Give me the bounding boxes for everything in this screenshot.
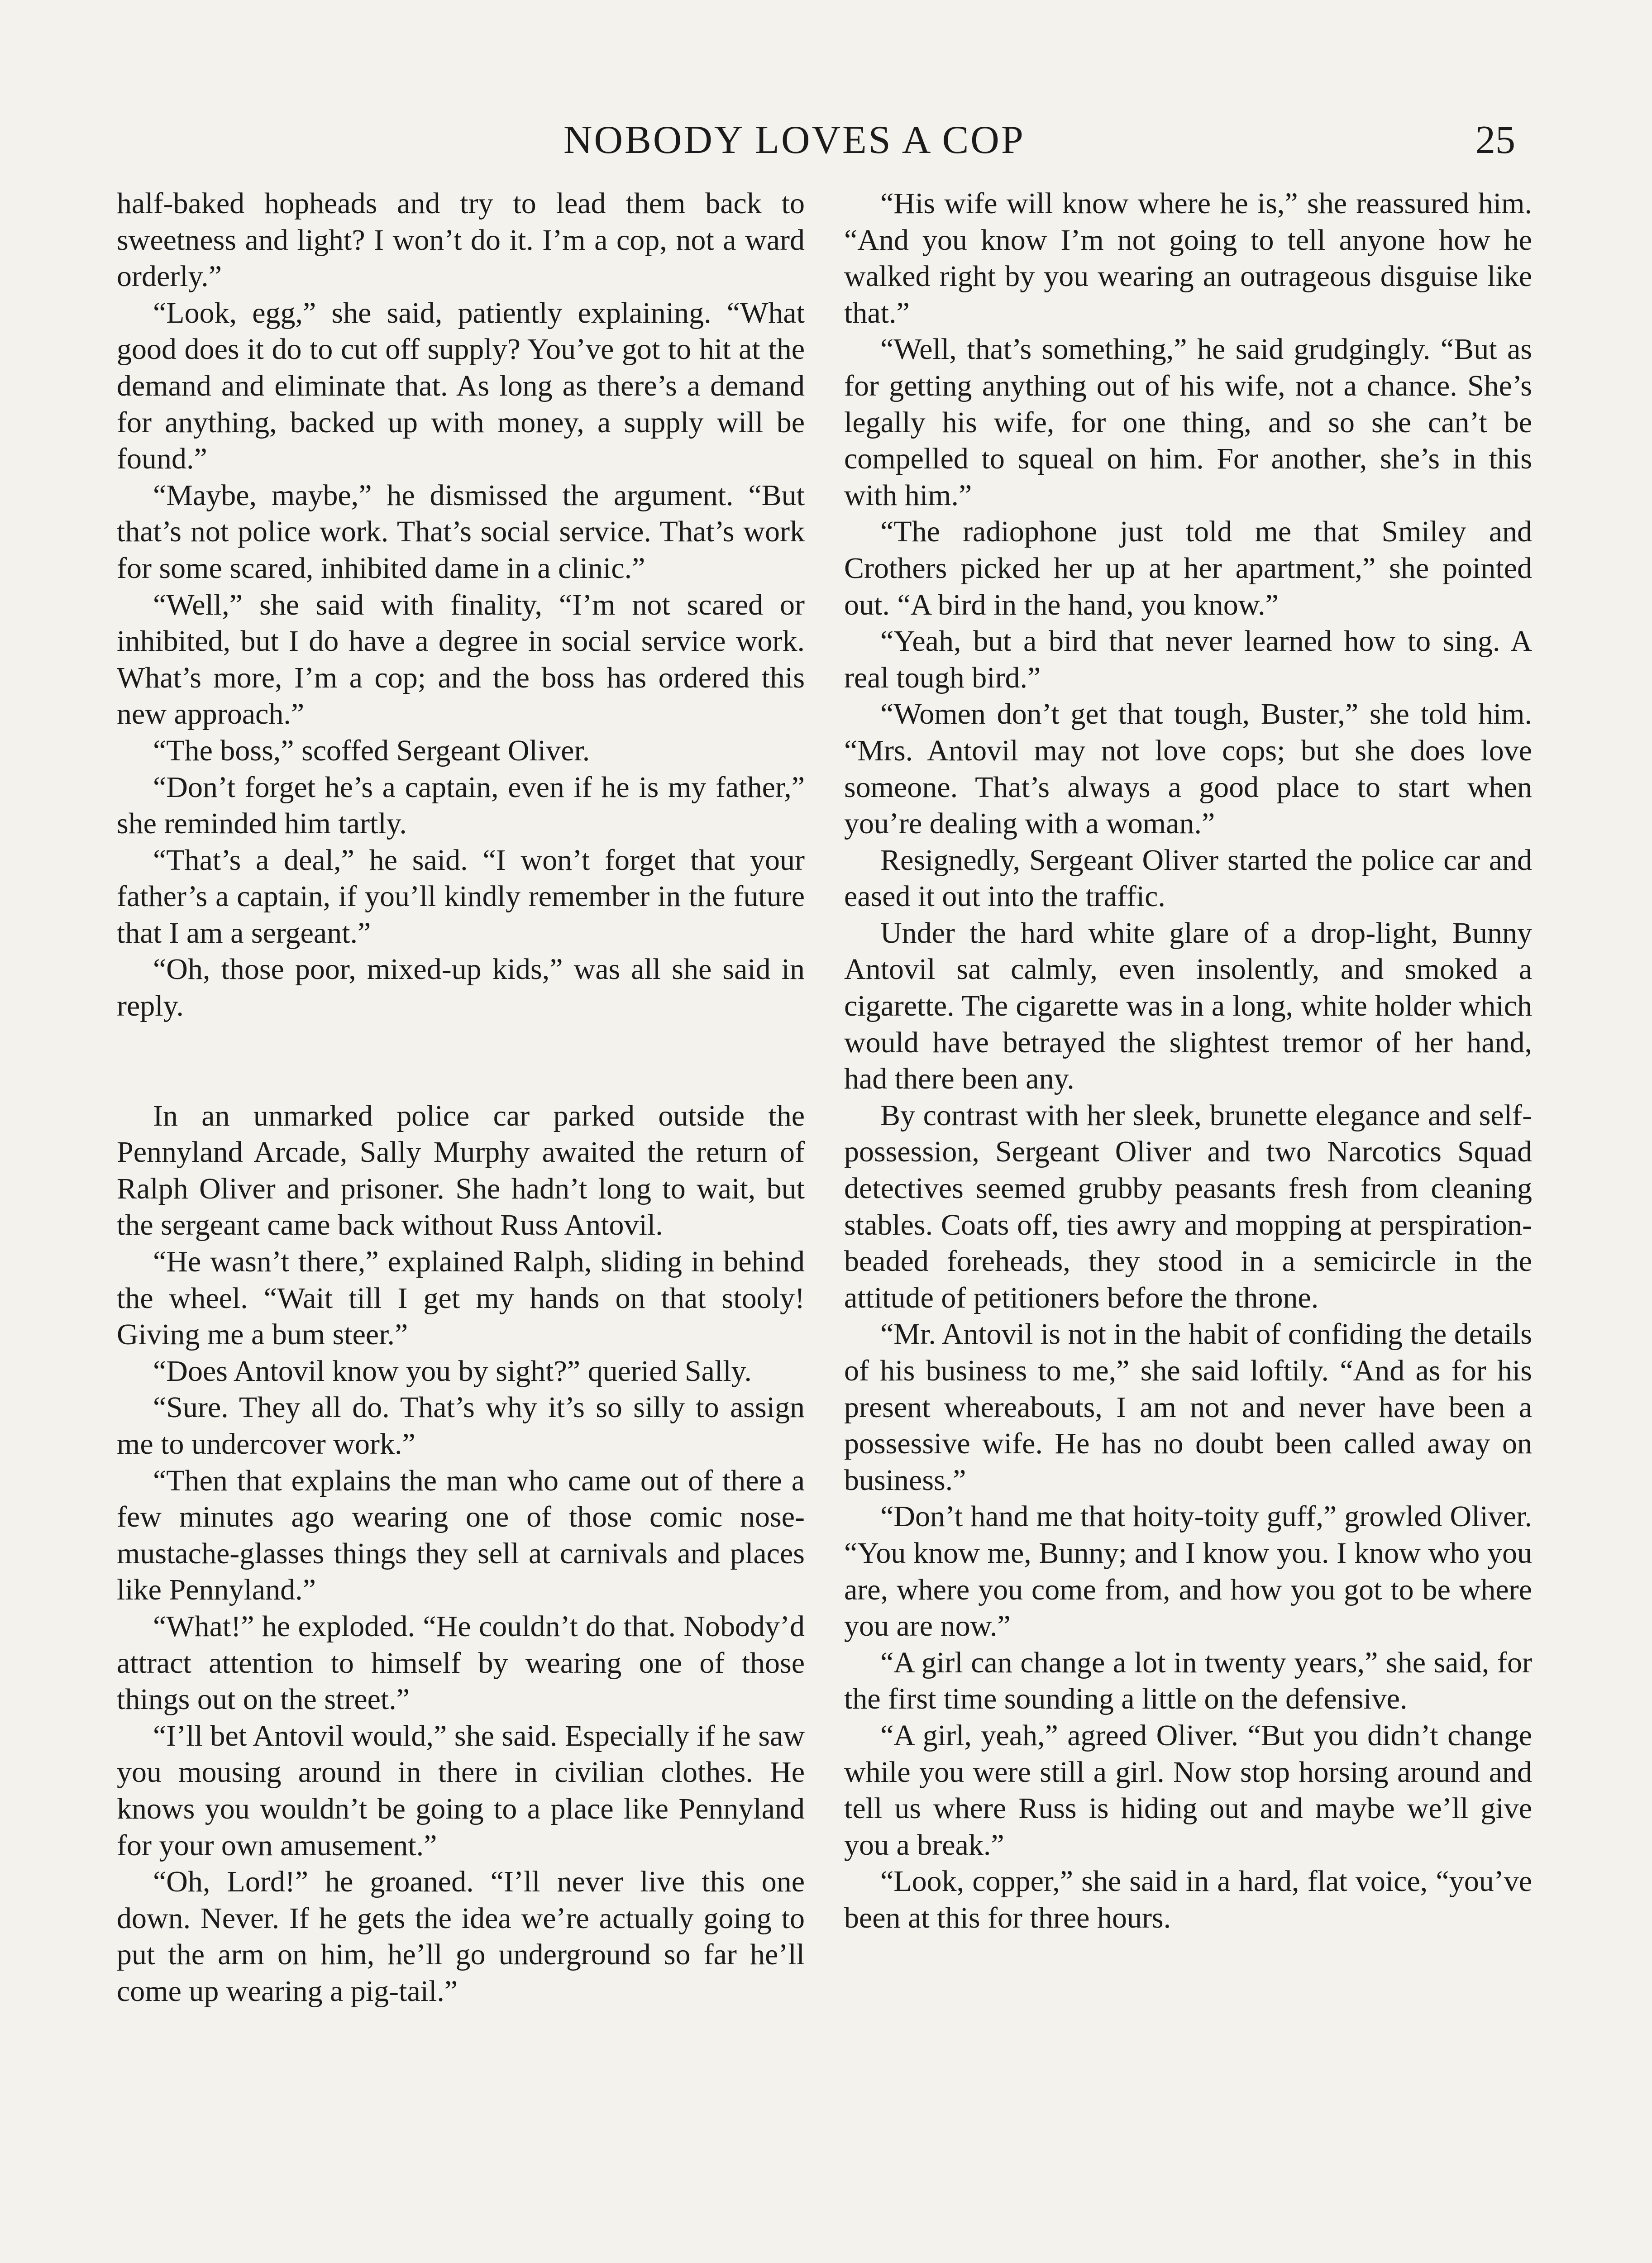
paragraph: “Women don’t get that tough, Buster,” she told him. “Mrs. Antovil may not love cops; but she does love someone. That’s always a good place to start when you’re dealing with a woman.”	[844, 697, 1532, 840]
paragraph: “Oh, Lord!” he groaned. “I’ll never live this one down. Never. If he gets the idea we’re actually going to put the arm on him, he’ll go underground so far he’ll come up wearing a pig-tail.”	[117, 1865, 805, 2008]
paragraph: “I’ll bet Antovil would,” she said. Especially if he saw you mousing around in there in civilian clothes. He knows you wouldn’t be going to a place like Pennyland for your own amusement.”	[117, 1719, 805, 1862]
right-column	[844, 186, 1532, 1937]
paragraph: “Then that explains the man who came out of there a few minutes ago wearing one of those comic nose-mustache-glasses things they sell at carnivals and places like Pennyland.”	[117, 1464, 805, 1607]
paragraph: By contrast with her sleek, brunette elegance and self-possession, Sergeant Oliver and two Narcotics Squad detectives seemed grubby peasants fresh from cleaning stables. Coats off, ties awry and mopping at perspiration-beaded foreheads, they stood in a semicircle in the attitude of petitioners before the throne.	[844, 1098, 1532, 1314]
paragraph: In an unmarked police car parked outside the Pennyland Arcade, Sally Murphy awaited the return of Ralph Oliver and prisoner. She hadn’t long to wait, but the sergeant came back without Russ Antovil.	[117, 1099, 805, 1242]
paragraph: “A girl can change a lot in twenty years,” she said, for the first time sounding a little on the defensive.	[844, 1646, 1532, 1716]
paragraph: “Look, copper,” she said in a hard, flat voice, “you’ve been at this for three hours.	[844, 1865, 1532, 1934]
paragraph: “Oh, those poor, mixed-up kids,” was all she said in reply.	[117, 953, 805, 1023]
paragraph: “The boss,” scoffed Sergeant Oliver.	[153, 734, 590, 767]
paragraph: “Mr. Antovil is not in the habit of confiding the details of his business to me,” she said loftily. “And as for his present whereabouts, I am not and never have been a possessive wife. He has no doubt been called away on business.”	[844, 1318, 1532, 1497]
paragraph: “Don’t hand me that hoity-toity guff,” growled Oliver. “You know me, Bunny; and I know you. I know who you are, where you come from, and how you got to be where you are now.”	[844, 1500, 1532, 1643]
paragraph: Under the hard white glare of a drop-light, Bunny Antovil sat calmly, even insolently, and smoked a cigarette. The cigarette was in a long, white holder which would have betrayed the slightest tremor of her hand, had there been any.	[844, 916, 1532, 1096]
left-column	[117, 186, 805, 2010]
page-header	[0, 113, 1652, 167]
paragraph: “Yeah, but a bird that never learned how to sing. A real tough bird.”	[844, 625, 1532, 694]
paragraph: “Well, that’s something,” he said grudgingly. “But as for getting anything out of his wife, not a chance. She’s legally his wife, for one thing, and so she can’t be compelled to squeal on him. For another, she’s in this with him.”	[844, 333, 1532, 512]
paragraph: “He wasn’t there,” explained Ralph, sliding in behind the wheel. “Wait till I get my hands on that stooly! Giving me a bum steer.”	[117, 1245, 805, 1351]
running-title: NOBODY LOVES A COP	[563, 118, 1025, 162]
paragraph: “Well,” she said with finality, “I’m not scared or inhibited, but I do have a degree in social service work. What’s more, I’m a cop; and the boss has ordered this new approach.”	[117, 588, 805, 731]
paragraph: “His wife will know where he is,” she reassured him. “And you know I’m not going to tell anyone how he walked right by you wearing an outrageous disguise like that.”	[844, 187, 1532, 329]
paragraph: “Don’t forget he’s a captain, even if he is my father,” she reminded him tartly.	[117, 770, 805, 840]
paragraph: “What!” he exploded. “He couldn’t do that. Nobody’d attract attention to himself by wearing one of those things out on the street.”	[117, 1609, 805, 1716]
paragraph: “Maybe, maybe,” he dismissed the argument. “But that’s not police work. That’s social service. That’s work for some scared, inhibited dame in a clinic.”	[117, 478, 805, 585]
paragraph: “Does Antovil know you by sight?” queried Sally.	[153, 1354, 752, 1388]
paragraph: half-baked hopheads and try to lead them back to sweetness and light? I won’t do it. I’m a cop, not a ward orderly.”	[117, 187, 805, 293]
paragraph: “That’s a deal,” he said. “I won’t forget that your father’s a captain, if you’ll kindly remember in the future that I am a sergeant.”	[117, 843, 805, 950]
paragraph: “Look, egg,” she said, patiently explaining. “What good does it do to cut off supply? You’ve got to hit at the demand and eliminate that. As long as there’s a demand for anything, backed up with money, a supply will be found.”	[117, 296, 805, 476]
page-number: 25	[1475, 118, 1515, 162]
paragraph: Resignedly, Sergeant Oliver started the police car and eased it out into the traffic.	[844, 843, 1532, 913]
paragraph: “The radiophone just told me that Smiley and Crothers picked her up at her apartment,” she pointed out. “A bird in the hand, you know.”	[844, 515, 1532, 621]
paragraph: “Sure. They all do. That’s why it’s so silly to assign me to undercover work.”	[117, 1391, 805, 1461]
paragraph: “A girl, yeah,” agreed Oliver. “But you didn’t change while you were still a girl. Now stop horsing around and tell us where Russ is hiding out and maybe we’ll give you a break.”	[844, 1719, 1532, 1862]
